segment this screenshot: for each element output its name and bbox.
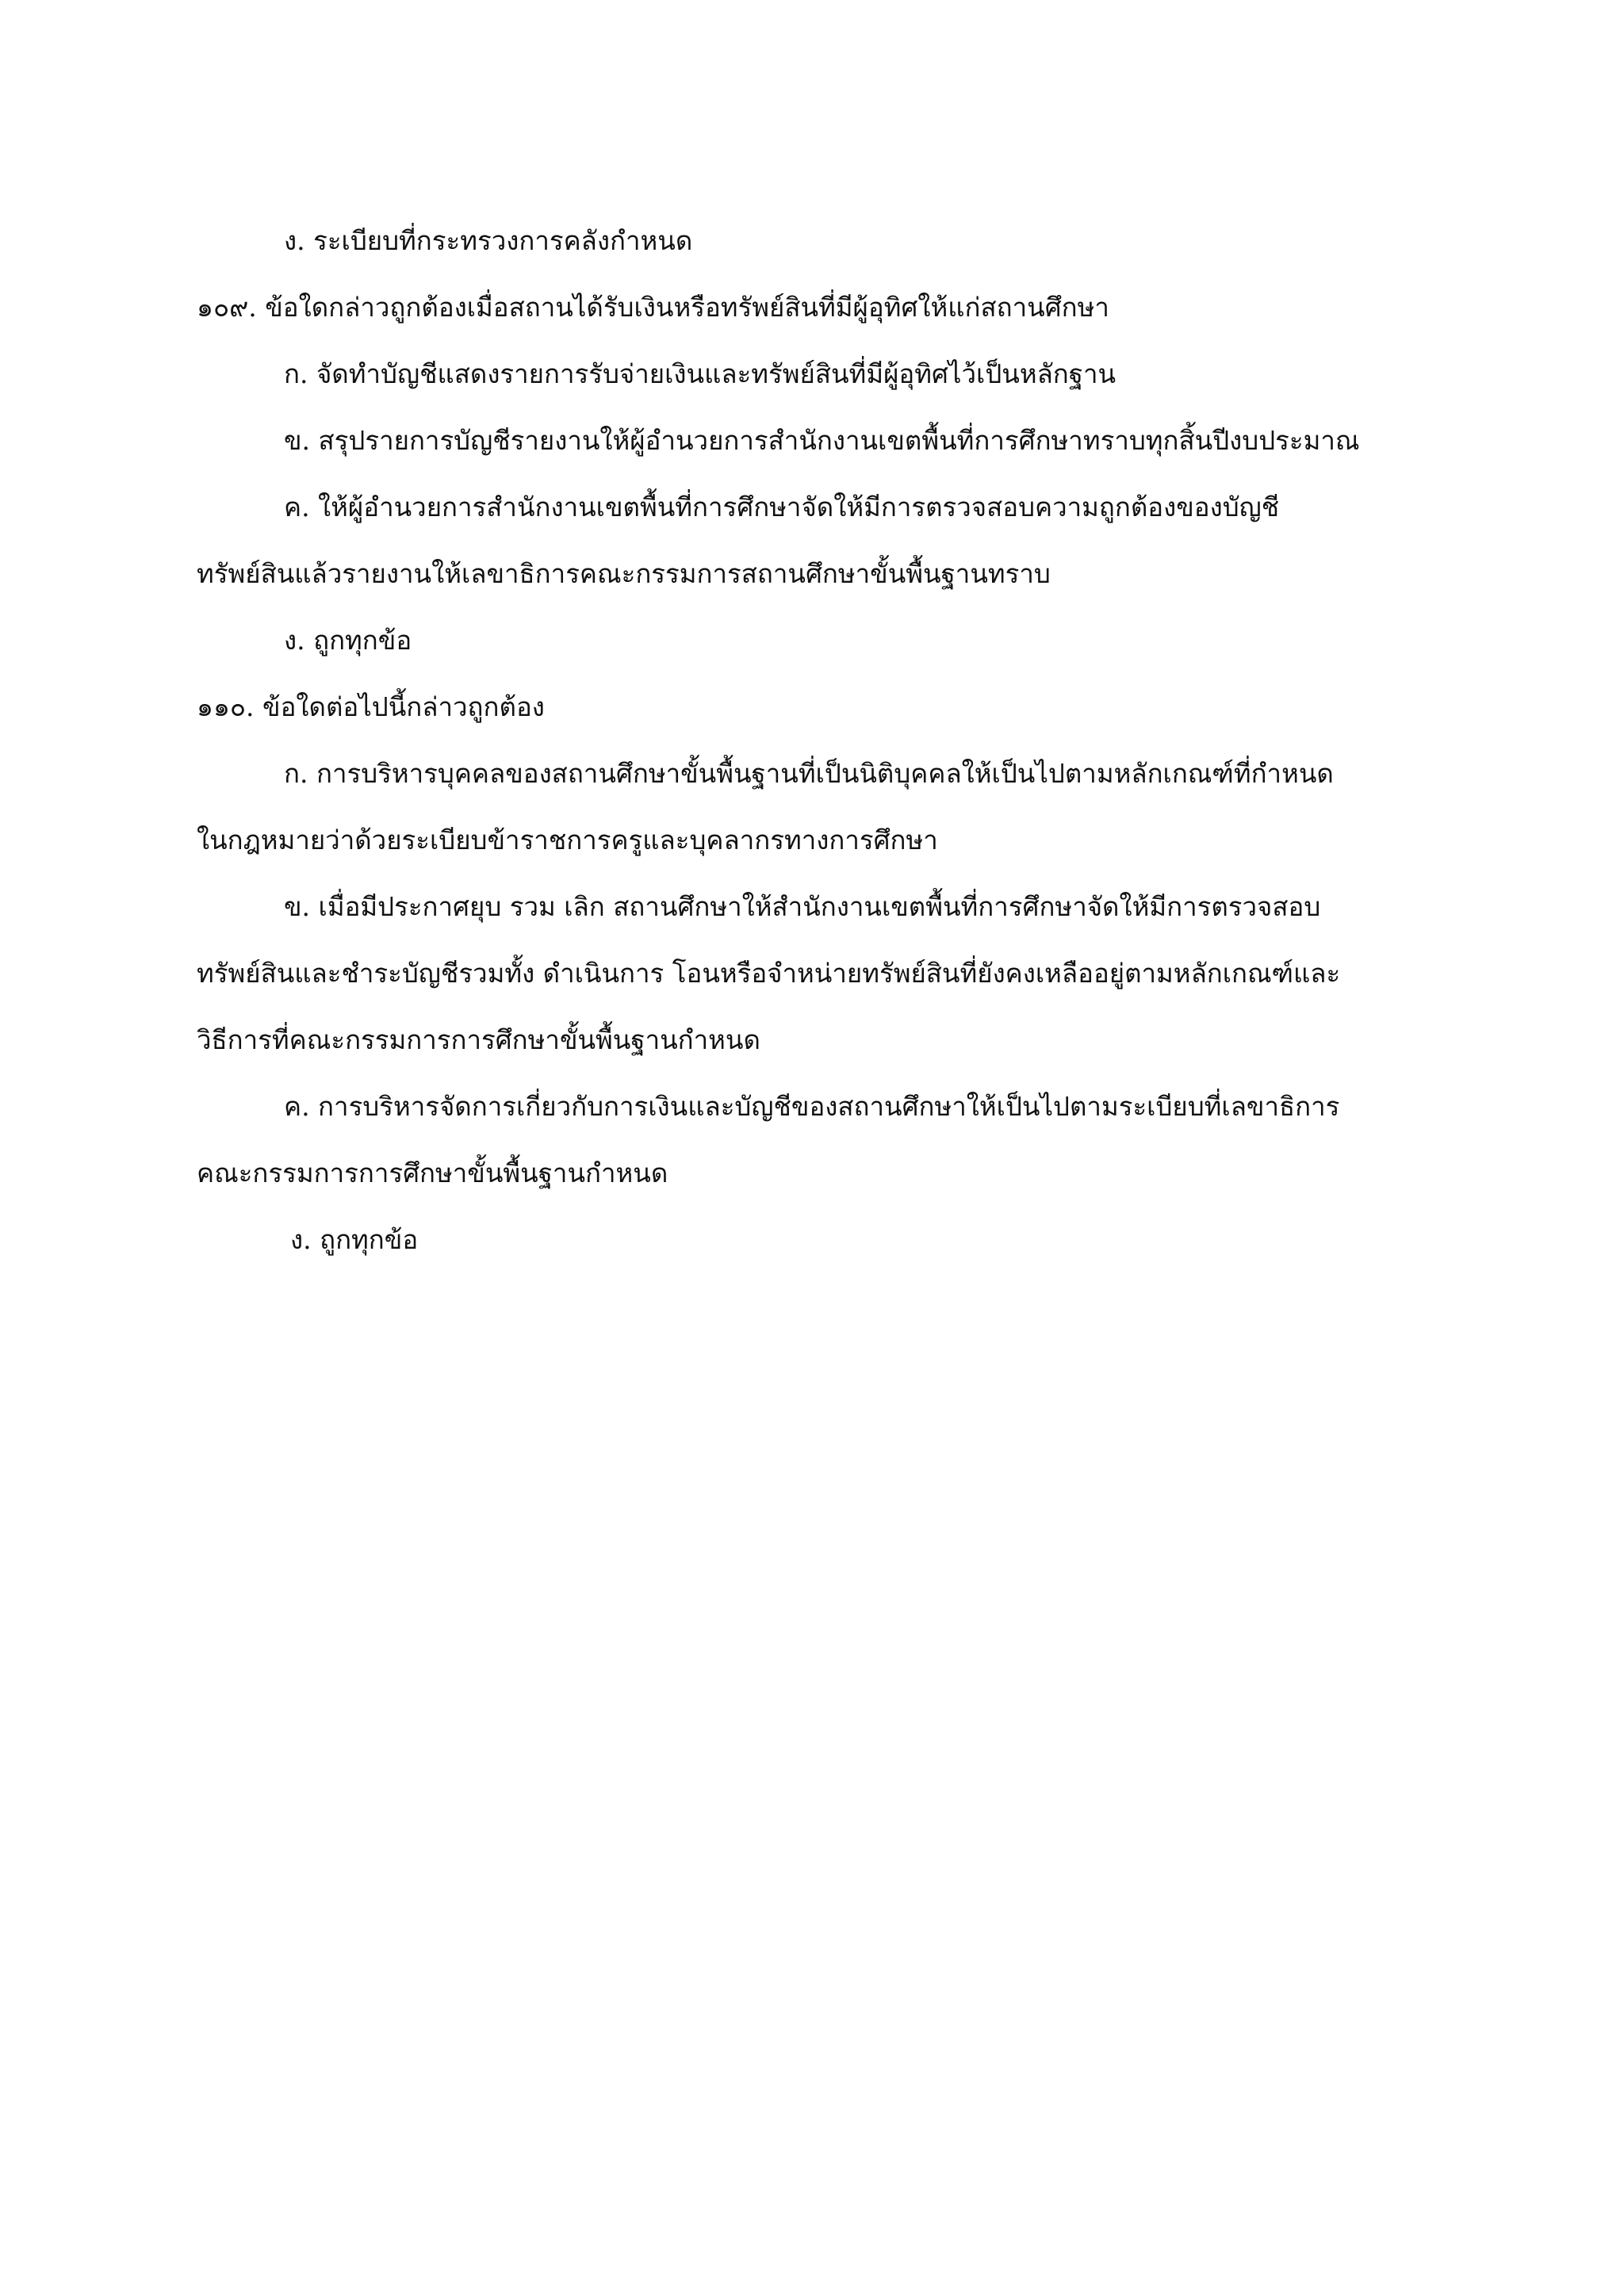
document-body bbox=[197, 208, 1434, 1273]
answer-option: ข. เมื่อมีประกาศยุบ รวม เลิก สถานศึกษาให้สำนักงานเขตพื้นที่การศึกษาจัดให้มีการตรวจสอบ bbox=[284, 891, 1321, 922]
answer-option-continuation: ทรัพย์สินและชำระบัญชีรวมทั้ง ดำเนินการ โอนหรือจำหน่ายทรัพย์สินที่ยังคงเหลืออยู่ตามหลักเกณฑ์และ bbox=[197, 958, 1341, 989]
answer-option: ง. ระเบียบที่กระทรวงการคลังกำหนด bbox=[284, 225, 693, 256]
answer-option: ก. จัดทำบัญชีแสดงรายการรับจ่ายเงินและทรัพย์สินที่มีผู้อุทิศไว้เป็นหลักฐาน bbox=[284, 358, 1116, 389]
answer-option: ค. การบริหารจัดการเกี่ยวกับการเงินและบัญชีของสถานศึกษาให้เป็นไปตามระเบียบที่เลขาธิการ bbox=[284, 1091, 1340, 1122]
question-109: ๑๐๙. ข้อใดกล่าวถูกต้องเมื่อสถานได้รับเงินหรือทรัพย์สินที่มีผู้อุทิศให้แก่สถานศึกษา bbox=[197, 292, 1109, 323]
answer-option-continuation: ทรัพย์สินแล้วรายงานให้เลขาธิการคณะกรรมการสถานศึกษาขั้นพื้นฐานทราบ bbox=[197, 558, 1051, 589]
answer-option: ก. การบริหารบุคคลของสถานศึกษาขั้นพื้นฐานที่เป็นนิติบุคคลให้เป็นไปตามหลักเกณฑ์ที่กำหนด bbox=[284, 758, 1334, 789]
answer-option: ค. ให้ผู้อำนวยการสำนักงานเขตพื้นที่การศึกษาจัดให้มีการตรวจสอบความถูกต้องของบัญชี bbox=[284, 492, 1280, 522]
answer-option-continuation: คณะกรรมการการศึกษาขั้นพื้นฐานกำหนด bbox=[197, 1158, 668, 1188]
question-110: ๑๑๐. ข้อใดต่อไปนี้กล่าวถูกต้อง bbox=[197, 691, 545, 722]
answer-option: ง. ถูกทุกข้อ bbox=[290, 1224, 419, 1255]
answer-option-continuation: ในกฎหมายว่าด้วยระเบียบข้าราชการครูและบุคลากรทางการศึกษา bbox=[197, 825, 938, 855]
answer-option: ง. ถูกทุกข้อ bbox=[284, 625, 412, 656]
answer-option: ข. สรุปรายการบัญชีรายงานให้ผู้อำนวยการสำนักงานเขตพื้นที่การศึกษาทราบทุกสิ้นปีงบประมาณ bbox=[284, 425, 1360, 456]
answer-option-continuation: วิธีการที่คณะกรรมการการศึกษาขั้นพื้นฐานกำหนด bbox=[197, 1024, 760, 1055]
